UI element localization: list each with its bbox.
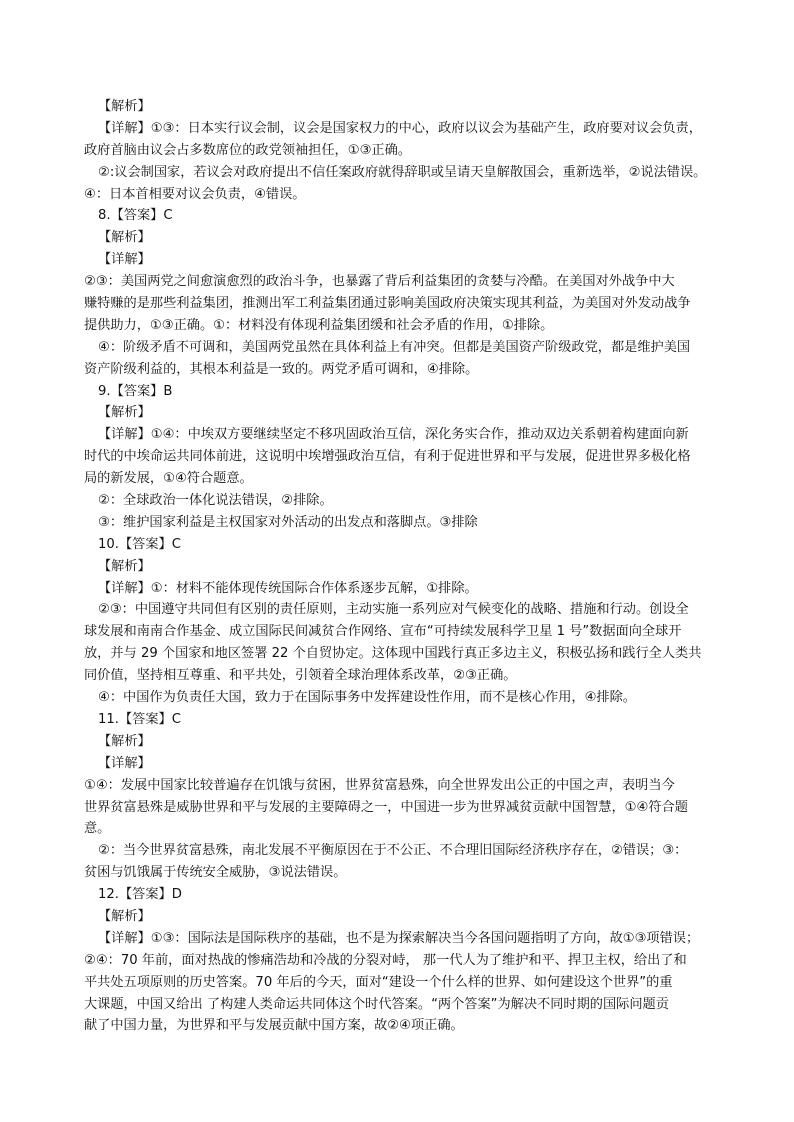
text-line: 【解析】	[98, 99, 151, 114]
text-line: 【详解】	[98, 252, 151, 268]
text-line: 资产阶级利益的，其根本利益是一致的。两党矛盾可调和，④排除。	[84, 361, 479, 377]
text-line: 11.【答案】C	[98, 711, 181, 727]
text-line: 局的新发展，①④符合题意。	[84, 471, 253, 487]
text-line: 世界贫富悬殊是威胁世界和平与发展的主要障碍之一，中国进一步为世界减贫贡献中国智慧，①④符合题	[84, 799, 688, 815]
text-line: 【详解】	[98, 755, 151, 771]
text-line: 12.【答案】D	[98, 887, 182, 903]
text-line: ③：维护国家利益是主权国家对外活动的出发点和落脚点。③排除	[98, 514, 478, 530]
text-line: 时代的中埃命运共同体前进，这说明中埃增强政治互信，有利于促进世界和平与发展，促进世界多极化格	[84, 449, 691, 465]
text-line: ②③：中国遵守共同但有区别的责任原则，主动实施一系列应对气候变化的战略、措施和行动。创设全	[98, 602, 689, 618]
text-line: 【解析】	[98, 558, 151, 574]
text-line: 意。	[84, 821, 111, 837]
text-line: 【详解】①④：中埃双方要继续坚定不移巩固政治互信，深化务实合作，推动双边关系朝着构建面向新	[98, 427, 689, 443]
text-line: 【解析】	[98, 908, 151, 924]
text-line: 【详解】①③：日本实行议会制，议会是国家权力的中心，政府以议会为基础产生，政府要对议会负责，	[98, 120, 702, 136]
text-line: 9.【答案】B	[98, 383, 173, 399]
text-line: 8.【答案】C	[98, 208, 173, 224]
text-line: 【解析】	[98, 230, 151, 246]
text-line: ②③：美国两党之间愈演愈烈的政治斗争，也暴露了背后利益集团的贪婪与冷酷。在美国对外战争中大	[84, 274, 675, 290]
text-line: ④：中国作为负责任大国，致力于在国际事务中发挥建设性作用，而不是核心作用，④排除。	[98, 690, 636, 706]
text-line: 10.【答案】C	[98, 536, 181, 552]
text-line: 贫困与饥饿属于传统安全威胁，③说法错误。	[84, 865, 347, 881]
text-line: 大课题，中国又给出 了构建人类命运共同体这个时代答案。“两个答案”为解决不同时期的国际问题贡	[84, 996, 669, 1012]
text-line: 【解析】	[98, 405, 151, 421]
text-line: 【详解】①③：国际法是国际秩序的基础，也不是为探索解决当今各国问题指明了方向，故①③项错误；	[98, 930, 700, 946]
text-line: ④：日本首相要对议会负责，④错误。	[84, 186, 306, 202]
text-line: ②④：70 年前，面对热战的惨痛浩劫和冷战的分裂对峙， 那一代人为了维护和平、捍卫主权，给出了和	[84, 952, 687, 968]
text-line: 放，并与 29 个国家和地区签署 22 个自贸协定。这体现中国践行真正多边主义，积极弘扬和践行全人类共	[84, 646, 702, 662]
text-line: ②：当今世界贫富悬殊，南北发展不平衡原因在于不公正、不合理旧国际经济秩序存在，②错误；③：	[98, 843, 688, 859]
text-line: 政府首脑由议会占多数席位的政党领袖担任，①③正确。	[84, 142, 411, 158]
text-line: 赚特赚的是那些利益集团，推测出军工利益集团通过影响美国政府决策实现其利益，为美国对外发动战争	[84, 296, 691, 312]
text-line: ①④：发展中国家比较普遍存在饥饿与贫困，世界贫富悬殊，向全世界发出公正的中国之声，表明当今	[84, 777, 675, 793]
text-line: 提供助力，①③正确。①：材料没有体现利益集团缓和社会矛盾的作用，①排除。	[84, 317, 554, 333]
text-line: 同价值，坚持相互尊重、和平共处，引领着全球治理体系改革，②③正确。	[84, 668, 517, 684]
answer-explanation-text	[84, 96, 724, 1037]
text-line: 【详解】①：材料不能体现传统国际合作体系逐步瓦解，①排除。	[98, 580, 478, 596]
text-line: 平共处五项原则的历史答案。70 年后的今天，面对“建设一个什么样的世界、如何建设这个世界”的重	[84, 974, 673, 990]
text-line: 献了中国力量，为世界和平与发展贡献中国方案，故②④项正确。	[84, 1018, 464, 1034]
text-line: ②:议会制国家，若议会对政府提出不信任案政府就得辞职或呈请天皇解散国会，重新选举，②说法错误。	[98, 164, 707, 180]
text-line: ②：全球政治一体化说法错误，②排除。	[98, 493, 333, 509]
text-line: ④：阶级矛盾不可调和，美国两党虽然在具体利益上有冲突。但都是美国资产阶级政党，都是维护美国	[98, 339, 691, 355]
text-line: 【解析】	[98, 733, 151, 749]
text-line: 球发展和南南合作基金、成立国际民间减贫合作网络、宣布“可持续发展科学卫星 1 号”数据面向全球开	[84, 624, 682, 640]
